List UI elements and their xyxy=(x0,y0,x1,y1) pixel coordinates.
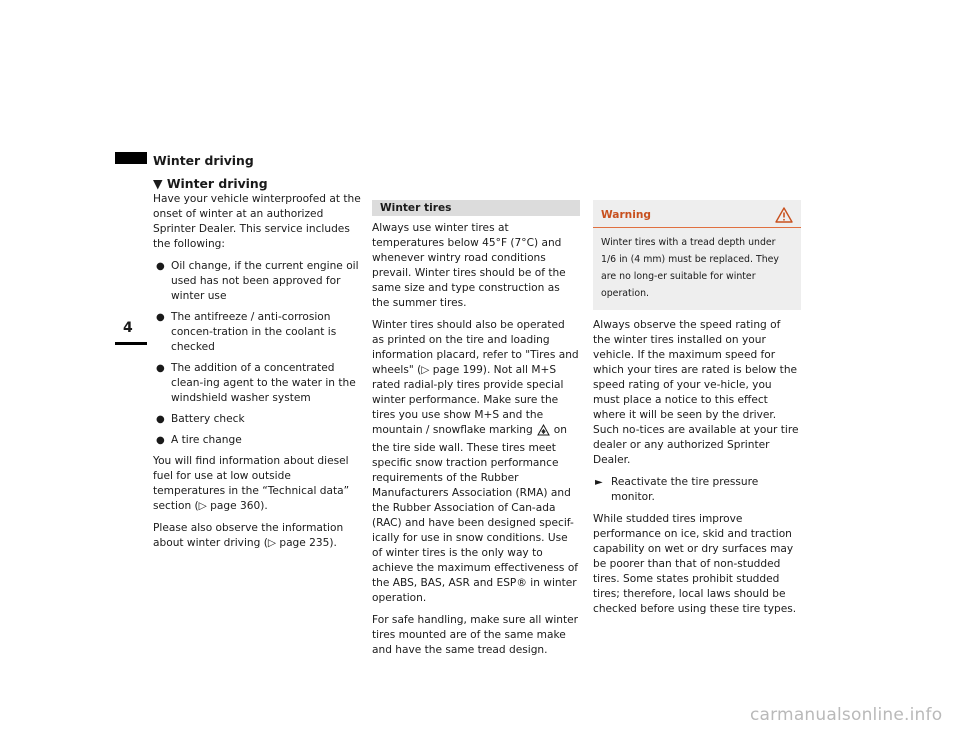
bullet-icon: ● xyxy=(156,363,165,374)
service-list xyxy=(153,259,361,448)
chapter-marker-bar xyxy=(115,342,147,345)
section-marker-icon: ▼ xyxy=(153,176,163,191)
action-step xyxy=(593,475,801,505)
column-middle xyxy=(372,200,580,665)
winter-tires-paragraph-2: Winter tires should also be operated as printed on the tire and loading information placard, refer to "Tires and wheels" (▷ page 199). Not all M+S rated radial-ply tires provide special winter performance. Make sure the tires you use show M+S and the mountain / snowflake marking on the tire side wall. These tires meet specific snow traction performance requirements of the Rubber Manufacturers Association (RMA) and the Rubber Association of Can-ada (RAC) and have been designed specif-ically for use in snow conditions. Use of winter tires is the only way to achieve the maximum effectiveness of the ABS, BAS, ASR and ESP® in winter operation. xyxy=(372,319,579,604)
speed-rating-paragraph: Always observe the speed rating of the winter tires installed on your vehicle. If the maximum speed for which your tires are rated is below the speed rating of your ve-hicle, you must place a notice to this effect where it will be seen by the driver. Such no-tices are available at your tire dealer or any authorized Sprinter Dealer. xyxy=(593,319,799,466)
chapter-tab xyxy=(115,152,147,164)
warning-box xyxy=(593,200,801,310)
warning-text: Winter tires with a tread depth under 1/6 in (4 mm) must be replaced. They are no long-er suitable for winter operation. xyxy=(601,237,779,299)
warning-triangle-icon xyxy=(775,207,793,223)
bullet-icon: ● xyxy=(156,414,165,425)
list-item: ● Battery check xyxy=(156,413,245,425)
action-step-text: Reactivate the tire pressure monitor. xyxy=(611,476,759,503)
column-left xyxy=(153,192,361,558)
section-title xyxy=(153,176,268,192)
column-right xyxy=(593,200,801,624)
watermark: carmanualsonline.info xyxy=(750,705,943,725)
warning-title: Warning xyxy=(601,208,651,221)
intro-paragraph: Have your vehicle winterproofed at the onset of winter at an authorized Sprinter Dealer. This service includes the following: xyxy=(153,193,361,250)
list-item: ● Oil change, if the current engine oil used has not been approved for winter use xyxy=(156,260,359,302)
winter-driving-ref-paragraph: Please also observe the information about winter driving (▷ page 235). xyxy=(153,522,344,549)
bullet-icon: ● xyxy=(156,312,165,323)
bullet-icon: ● xyxy=(156,435,165,446)
mountain-snowflake-icon xyxy=(537,423,550,441)
studded-tires-paragraph: While studded tires improve performance on ice, skid and traction capability on wet or dry surfaces may be poorer than that of non-studded tires. Some states prohibit studded tires; therefore, local laws should be checked before using these tire types. xyxy=(593,513,797,615)
bullet-icon: ● xyxy=(156,261,165,272)
chapter-number: 4 xyxy=(123,320,133,336)
section-title-text: Winter driving xyxy=(166,176,268,191)
winter-tires-paragraph-3: For safe handling, make sure all winter tires mounted are of the same make and have the same tread design. xyxy=(372,614,579,656)
winter-tires-heading: Winter tires xyxy=(372,200,580,216)
list-item: ● A tire change xyxy=(156,434,242,446)
winter-tires-paragraph-1: Always use winter tires at temperatures below 45°F (7°C) and whenever wintry road conditions prevail. Winter tires should be of the same size and type construction as the summer tires. xyxy=(372,222,566,309)
list-item: ● The addition of a concentrated clean-ing agent to the water in the windshield washer system xyxy=(156,362,356,404)
running-head: Winter driving xyxy=(153,153,254,168)
warning-header xyxy=(593,200,801,228)
diesel-fuel-paragraph: You will find information about diesel fuel for use at low outside temperatures in the “Technical data” section (▷ page 360). xyxy=(153,455,350,512)
action-marker-icon: ► xyxy=(595,477,603,488)
list-item: ● The antifreeze / anti-corrosion concen-tration in the coolant is checked xyxy=(156,311,337,353)
